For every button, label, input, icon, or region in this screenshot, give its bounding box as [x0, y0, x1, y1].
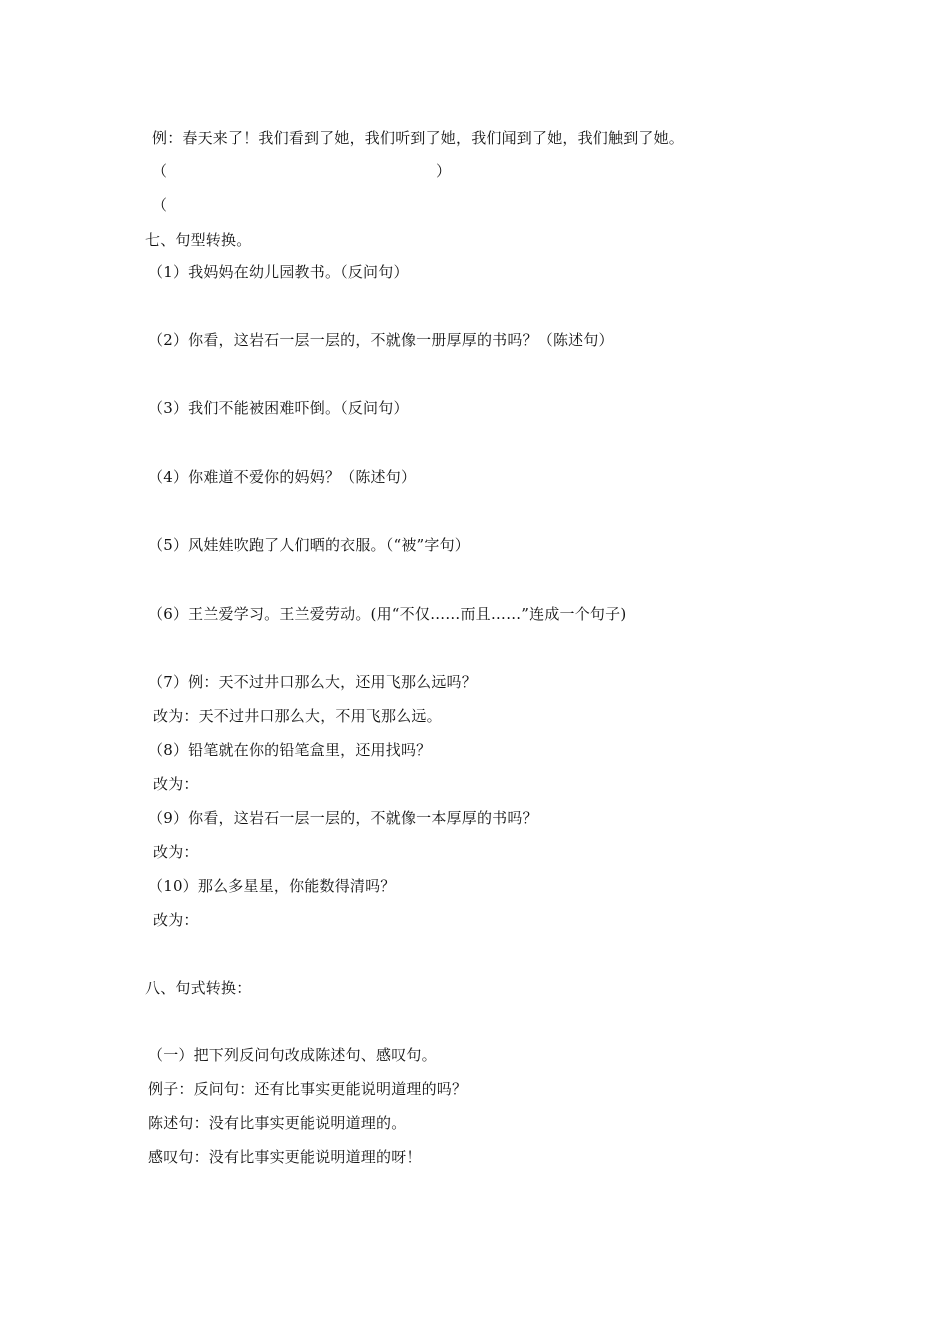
question-9-answer-label: 改为： — [153, 843, 199, 861]
section-seven-heading: 七、句型转换。 — [145, 231, 252, 249]
example-sentence: 例：春天来了！我们看到了她，我们听到了她，我们闻到了她，我们触到了她。 — [152, 129, 685, 147]
question-9: （9）你看，这岩石一层一层的，不就像一本厚厚的书吗？ — [148, 809, 538, 827]
question-2: （2）你看，这岩石一层一层的，不就像一册厚厚的书吗？（陈述句） — [148, 331, 614, 349]
section-eight-example-rhetorical: 例子：反问句：还有比事实更能说明道理的吗？ — [148, 1080, 468, 1098]
blank-1-close-paren: ） — [436, 162, 452, 180]
section-eight-instruction: （一）把下列反问句改成陈述句、感叹句。 — [148, 1046, 437, 1064]
question-7-answer: 改为：天不过井口那么大，不用飞那么远。 — [153, 707, 442, 725]
question-3: （3）我们不能被困难吓倒。（反问句） — [148, 399, 409, 417]
question-10-answer-label: 改为： — [153, 911, 199, 929]
section-eight-heading: 八、句式转换： — [145, 979, 252, 997]
question-10: （10）那么多星星，你能数得清吗？ — [148, 877, 396, 895]
question-4: （4）你难道不爱你的妈妈？（陈述句） — [148, 468, 417, 486]
question-7-example: （7）例：天不过井口那么大，还用飞那么远吗？ — [148, 673, 477, 691]
section-eight-example-declarative: 陈述句：没有比事实更能说明道理的。 — [148, 1114, 407, 1132]
question-8: （8）铅笔就在你的铅笔盒里，还用找吗？ — [148, 741, 432, 759]
blank-1-open-paren: （ — [152, 162, 168, 180]
question-1: （1）我妈妈在幼儿园教书。（反问句） — [148, 263, 409, 281]
question-8-answer-label: 改为： — [153, 775, 199, 793]
question-5: （5）风娃娃吹跑了人们晒的衣服。（“被”字句） — [148, 536, 470, 554]
blank-2-open-paren: （ — [152, 196, 168, 214]
section-eight-example-exclamatory: 感叹句：没有比事实更能说明道理的呀！ — [148, 1148, 422, 1166]
question-6: （6）王兰爱学习。王兰爱劳动。(用“不仅……而且……”连成一个句子) — [148, 605, 627, 623]
